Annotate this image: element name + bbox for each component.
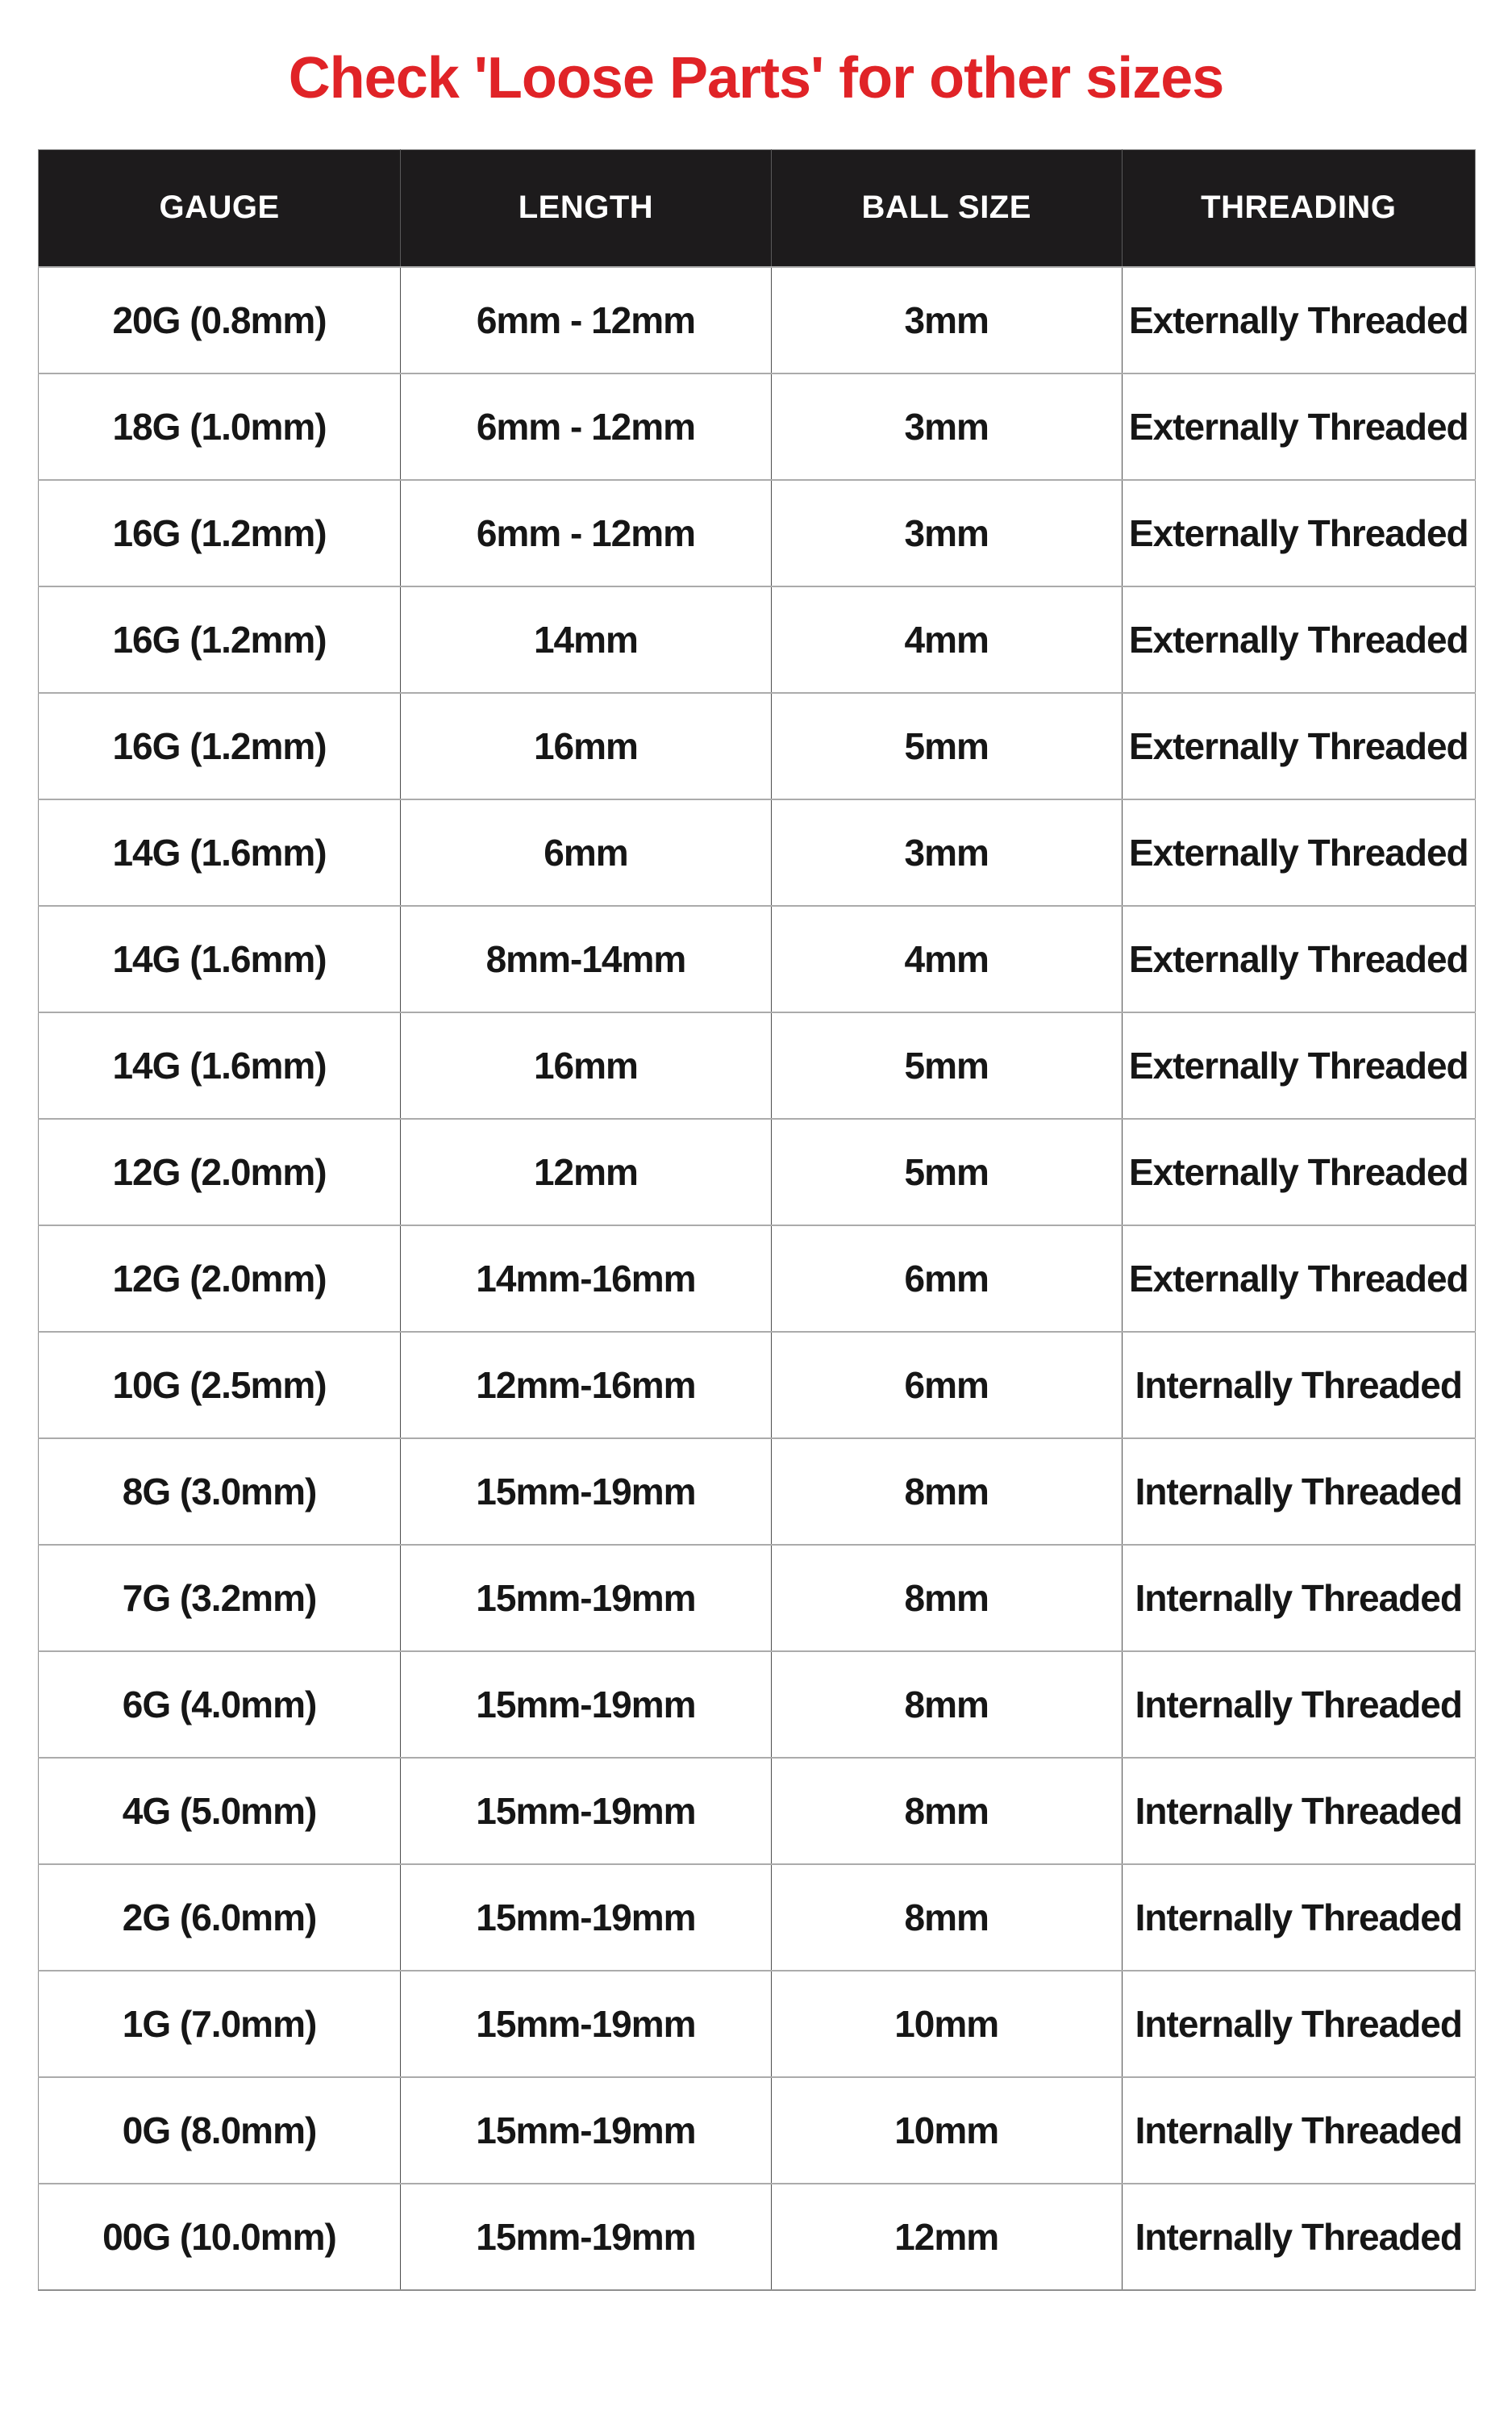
cell-length: 12mm-16mm [401,1332,772,1438]
table-row [39,2077,1476,2184]
cell-threading: Externally Threaded [1122,586,1475,693]
cell-threading: Internally Threaded [1122,2184,1475,2290]
cell-threading: Externally Threaded [1122,1225,1475,1332]
cell-gauge: 14G (1.6mm) [39,1012,401,1119]
cell-gauge: 12G (2.0mm) [39,1119,401,1225]
column-header-length: LENGTH [401,150,772,267]
cell-gauge: 12G (2.0mm) [39,1225,401,1332]
cell-threading: Externally Threaded [1122,267,1475,373]
cell-threading: Externally Threaded [1122,373,1475,480]
cell-gauge: 0G (8.0mm) [39,2077,401,2184]
cell-threading: Internally Threaded [1122,2077,1475,2184]
cell-length: 15mm-19mm [401,1651,772,1758]
cell-ball-size: 5mm [771,693,1122,799]
cell-length: 6mm [401,799,772,906]
cell-threading: Internally Threaded [1122,1438,1475,1545]
cell-gauge: 20G (0.8mm) [39,267,401,373]
table-row [39,1332,1476,1438]
cell-length: 16mm [401,693,772,799]
table-row [39,1758,1476,1864]
cell-gauge: 8G (3.0mm) [39,1438,401,1545]
cell-ball-size: 6mm [771,1225,1122,1332]
cell-gauge: 16G (1.2mm) [39,586,401,693]
table-row [39,480,1476,586]
table-row [39,1438,1476,1545]
cell-length: 15mm-19mm [401,1438,772,1545]
table-row [39,799,1476,906]
cell-gauge: 18G (1.0mm) [39,373,401,480]
table-row [39,1012,1476,1119]
cell-ball-size: 8mm [771,1864,1122,1971]
table-row [39,586,1476,693]
table-row [39,373,1476,480]
cell-threading: Externally Threaded [1122,1119,1475,1225]
cell-length: 15mm-19mm [401,1758,772,1864]
column-header-ball-size: BALL SIZE [771,150,1122,267]
cell-gauge: 14G (1.6mm) [39,799,401,906]
cell-ball-size: 3mm [771,480,1122,586]
cell-threading: Externally Threaded [1122,1012,1475,1119]
cell-gauge: 6G (4.0mm) [39,1651,401,1758]
size-chart-body [39,267,1476,2290]
cell-ball-size: 8mm [771,1651,1122,1758]
cell-gauge: 00G (10.0mm) [39,2184,401,2290]
cell-threading: Externally Threaded [1122,693,1475,799]
cell-length: 15mm-19mm [401,1971,772,2077]
cell-ball-size: 12mm [771,2184,1122,2290]
cell-ball-size: 4mm [771,906,1122,1012]
size-chart-table [38,149,1476,2291]
cell-threading: Internally Threaded [1122,1971,1475,2077]
header-row [39,150,1476,267]
table-row [39,1864,1476,1971]
cell-length: 15mm-19mm [401,2184,772,2290]
page-title: Check 'Loose Parts' for other sizes [288,46,1224,111]
table-row [39,1651,1476,1758]
cell-ball-size: 5mm [771,1012,1122,1119]
cell-gauge: 2G (6.0mm) [39,1864,401,1971]
cell-threading: Internally Threaded [1122,1758,1475,1864]
cell-length: 15mm-19mm [401,2077,772,2184]
cell-ball-size: 4mm [771,586,1122,693]
cell-threading: Internally Threaded [1122,1332,1475,1438]
cell-length: 12mm [401,1119,772,1225]
size-chart-header [39,150,1476,267]
cell-threading: Internally Threaded [1122,1545,1475,1651]
cell-ball-size: 8mm [771,1545,1122,1651]
cell-threading: Externally Threaded [1122,799,1475,906]
cell-length: 14mm [401,586,772,693]
table-row [39,1225,1476,1332]
table-row [39,267,1476,373]
table-row [39,2184,1476,2290]
cell-ball-size: 3mm [771,799,1122,906]
table-row [39,1119,1476,1225]
cell-length: 14mm-16mm [401,1225,772,1332]
table-row [39,1545,1476,1651]
cell-ball-size: 10mm [771,2077,1122,2184]
cell-length: 8mm-14mm [401,906,772,1012]
cell-gauge: 4G (5.0mm) [39,1758,401,1864]
cell-length: 15mm-19mm [401,1864,772,1971]
cell-length: 16mm [401,1012,772,1119]
cell-length: 6mm - 12mm [401,480,772,586]
table-row [39,1971,1476,2077]
cell-ball-size: 8mm [771,1438,1122,1545]
table-row [39,906,1476,1012]
cell-gauge: 16G (1.2mm) [39,480,401,586]
cell-ball-size: 3mm [771,373,1122,480]
cell-length: 15mm-19mm [401,1545,772,1651]
cell-ball-size: 3mm [771,267,1122,373]
cell-threading: Externally Threaded [1122,480,1475,586]
cell-gauge: 10G (2.5mm) [39,1332,401,1438]
table-row [39,693,1476,799]
cell-threading: Externally Threaded [1122,906,1475,1012]
column-header-threading: THREADING [1122,150,1475,267]
cell-ball-size: 6mm [771,1332,1122,1438]
cell-gauge: 14G (1.6mm) [39,906,401,1012]
cell-gauge: 1G (7.0mm) [39,1971,401,2077]
cell-ball-size: 10mm [771,1971,1122,2077]
cell-length: 6mm - 12mm [401,373,772,480]
cell-threading: Internally Threaded [1122,1864,1475,1971]
cell-gauge: 16G (1.2mm) [39,693,401,799]
cell-ball-size: 5mm [771,1119,1122,1225]
cell-length: 6mm - 12mm [401,267,772,373]
column-header-gauge: GAUGE [39,150,401,267]
cell-ball-size: 8mm [771,1758,1122,1864]
cell-threading: Internally Threaded [1122,1651,1475,1758]
cell-gauge: 7G (3.2mm) [39,1545,401,1651]
